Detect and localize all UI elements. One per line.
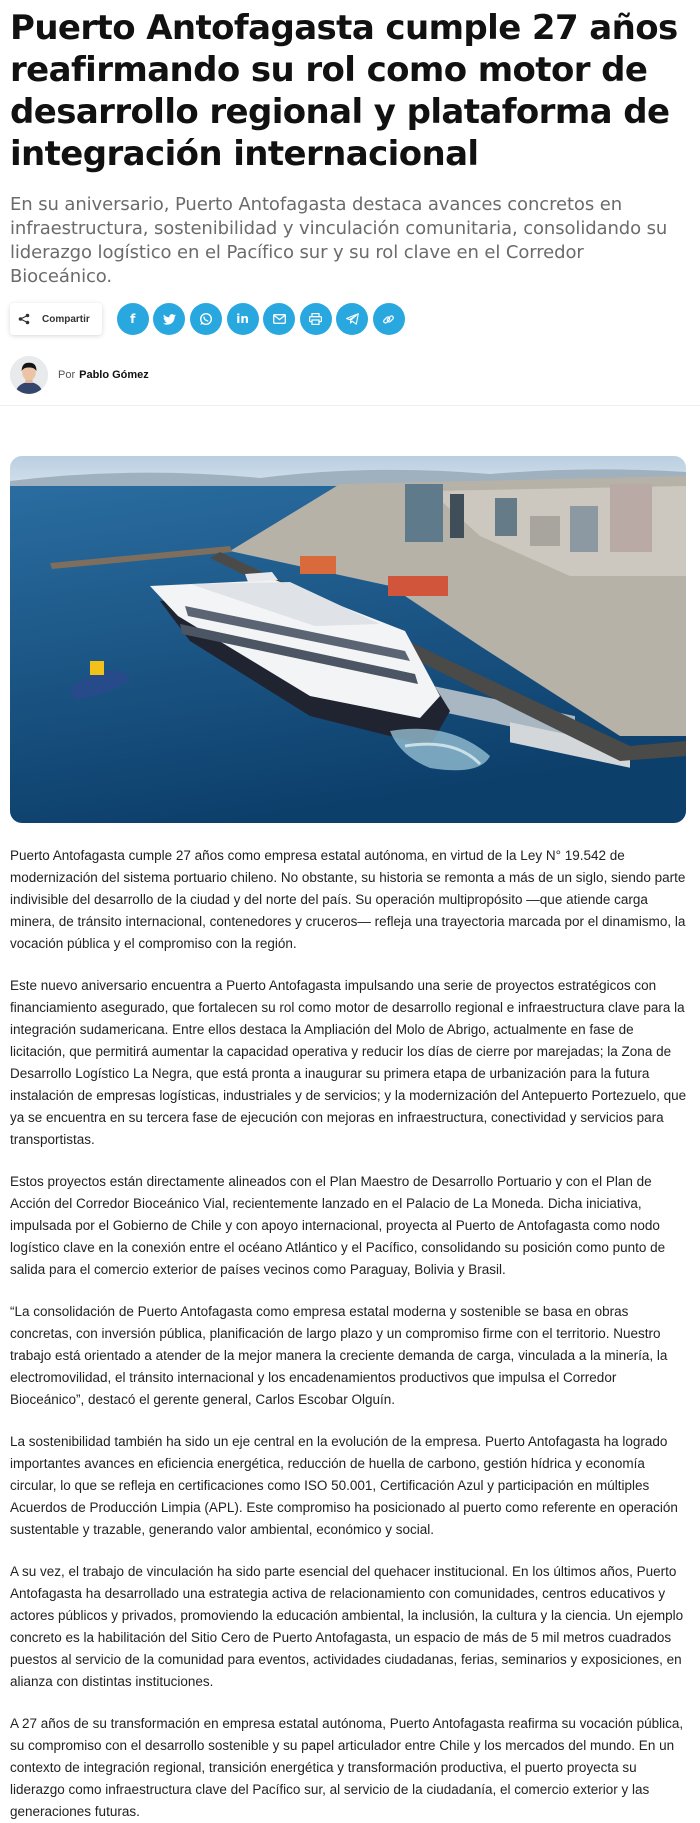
author-avatar[interactable] — [10, 356, 48, 394]
author-byline — [10, 355, 690, 395]
telegram-share-button[interactable] — [336, 303, 368, 335]
copy-link-button[interactable] — [373, 303, 405, 335]
twitter-share-button[interactable] — [153, 303, 185, 335]
whatsapp-icon — [199, 312, 213, 326]
body-paragraph: Puerto Antofagasta cumple 27 años como empresa estatal autónoma, en virtud de la Ley N° 19.542 de modernización del sistema portuario chileno. No obstante, su historia se remonta a más de un siglo, siendo parte indivisible del desarrollo de la ciudad y del norte del país. Su operación multipropósito —que atiende carga minera, de tránsito internacional, contenedores y cruceros— refleja una trayectoria marcada por el dinamismo, la vocación pública y el compromiso con la región. — [10, 848, 686, 951]
email-share-button[interactable] — [263, 303, 295, 335]
linkedin-share-button[interactable] — [227, 303, 259, 335]
body-paragraph: “La consolidación de Puerto Antofagasta como empresa estatal moderna y sostenible se basa en obras concretas, con inversión pública, planificación de largo plazo y un compromiso firme con el territorio. Nuestro trabajo está orientado a atender de la mejor manera la creciente demanda de carga, vinculada a la minería, la electromovilidad, el tránsito internacional y los encadenamientos productivos que impulsa el Corredor Bioceánico”, destacó el gerente general, Carlos Escobar Olguín. — [10, 1304, 668, 1407]
whatsapp-share-button[interactable] — [190, 303, 222, 335]
share-button[interactable] — [10, 303, 102, 335]
article-subtitle: En su aniversario, Puerto Antofagasta destaca avances concretos en infraestructura, sostenibilidad y vinculación comunitaria, consolidando su liderazgo logístico en el Pacífico sur y su rol clave en el Corredor Bioceánico. — [10, 194, 668, 287]
link-icon — [382, 313, 395, 326]
author-prefix: Por — [58, 369, 76, 381]
facebook-share-button[interactable] — [117, 303, 149, 335]
header-divider — [0, 405, 700, 406]
share-icon — [18, 313, 30, 325]
hero-image — [10, 456, 686, 823]
share-label: Compartir — [42, 313, 90, 325]
mail-icon — [273, 314, 286, 324]
body-paragraph: A su vez, el trabajo de vinculación ha sido parte esencial del quehacer institucional. En los últimos años, Puerto Antofagasta ha desarrollado una estrategia activa de relacionamiento con comunidades, centros educativos y actores públicos y privados, promoviendo la educación ambiental, la inclusión, la cultura y la ciencia. Un ejemplo concreto es la habilitación del Sitio Cero de Puerto Antofagasta, un espacio de más de 5 mil metros cuadrados puestos al servicio de la comunidad para eventos, actividades ciudadanas, ferias, seminarios y exposiciones, en alianza con distintas instituciones. — [10, 1564, 684, 1689]
article-body — [10, 845, 690, 1823]
body-paragraph: A 27 años de su transformación en empresa estatal autónoma, Puerto Antofagasta reafirma su vocación pública, su compromiso con el desarrollo sostenible y su papel articulador entre Chile y los mercados del mundo. En un contexto de integración regional, transición energética y transformación productiva, el puerto proyecta su liderazgo como infraestructura clave del Pacífico sur, al servicio de la ciudadanía, el comercio exterior y las generaciones futuras. — [10, 1716, 684, 1819]
body-paragraph: Este nuevo aniversario encuentra a Puerto Antofagasta impulsando una serie de proyectos estratégicos con financiamiento asegurado, que fortalecen su rol como motor de desarrollo regional e infraestructura clave para la integración sudamericana. Entre ellos destaca la Ampliación del Molo de Abrigo, actualmente en fase de licitación, que permitirá aumentar la capacidad operativa y reducir los días de cierre por marejadas; la Zona de Desarrollo Logístico La Negra, que está pronta a inaugurar su primera etapa de urbanización para la futura instalación de empresas logísticas, industriales y de servicios; y la modernización del Antepuerto Portezuelo, que ya se encuentra en su tercera fase de ejecución con mejoras en infraestructura, conectividad y servicios para transportistas. — [10, 978, 687, 1147]
author-name[interactable]: Pablo Gómez — [79, 369, 149, 381]
telegram-icon — [346, 313, 359, 325]
print-button[interactable] — [300, 303, 332, 335]
body-paragraph: Estos proyectos están directamente alineados con el Plan Maestro de Desarrollo Portuario y con el Plan de Acción del Corredor Bioceánico Vial, recientemente lanzado en el Palacio de La Moneda. Dicha iniciativa, impulsada por el Gobierno de Chile y con apoyo internacional, proyecta al Puerto de Antofagasta como nodo logístico clave en la conexión entre el océano Atlántico y el Pacífico, consolidando su posición como punto de salida para el comercio exterior de países vecinos como Paraguay, Bolivia y Brasil. — [10, 1174, 666, 1277]
linkedin-icon: in — [236, 312, 249, 326]
body-paragraph: La sostenibilidad también ha sido un eje central en la evolución de la empresa. Puerto Antofagasta ha logrado importantes avances en eficiencia energética, reducción de huella de carbono, gestión hídrica y economía circular, lo que se refleja en certificaciones como ISO 50.001, Certificación Azul y participación en múltiples Acuerdos de Producción Limpia (APL). Este compromiso ha posicionado al puerto como referente en operación sustentable y trazable, generando valor ambiental, económico y social. — [10, 1434, 678, 1537]
twitter-icon — [163, 314, 176, 325]
print-icon — [309, 313, 322, 325]
share-bar — [10, 301, 690, 337]
article-title: Puerto Antofagasta cumple 27 años reafirmando su rol como motor de desarrollo regional y plataforma de integración internacional — [10, 8, 678, 174]
facebook-icon: f — [130, 312, 136, 326]
